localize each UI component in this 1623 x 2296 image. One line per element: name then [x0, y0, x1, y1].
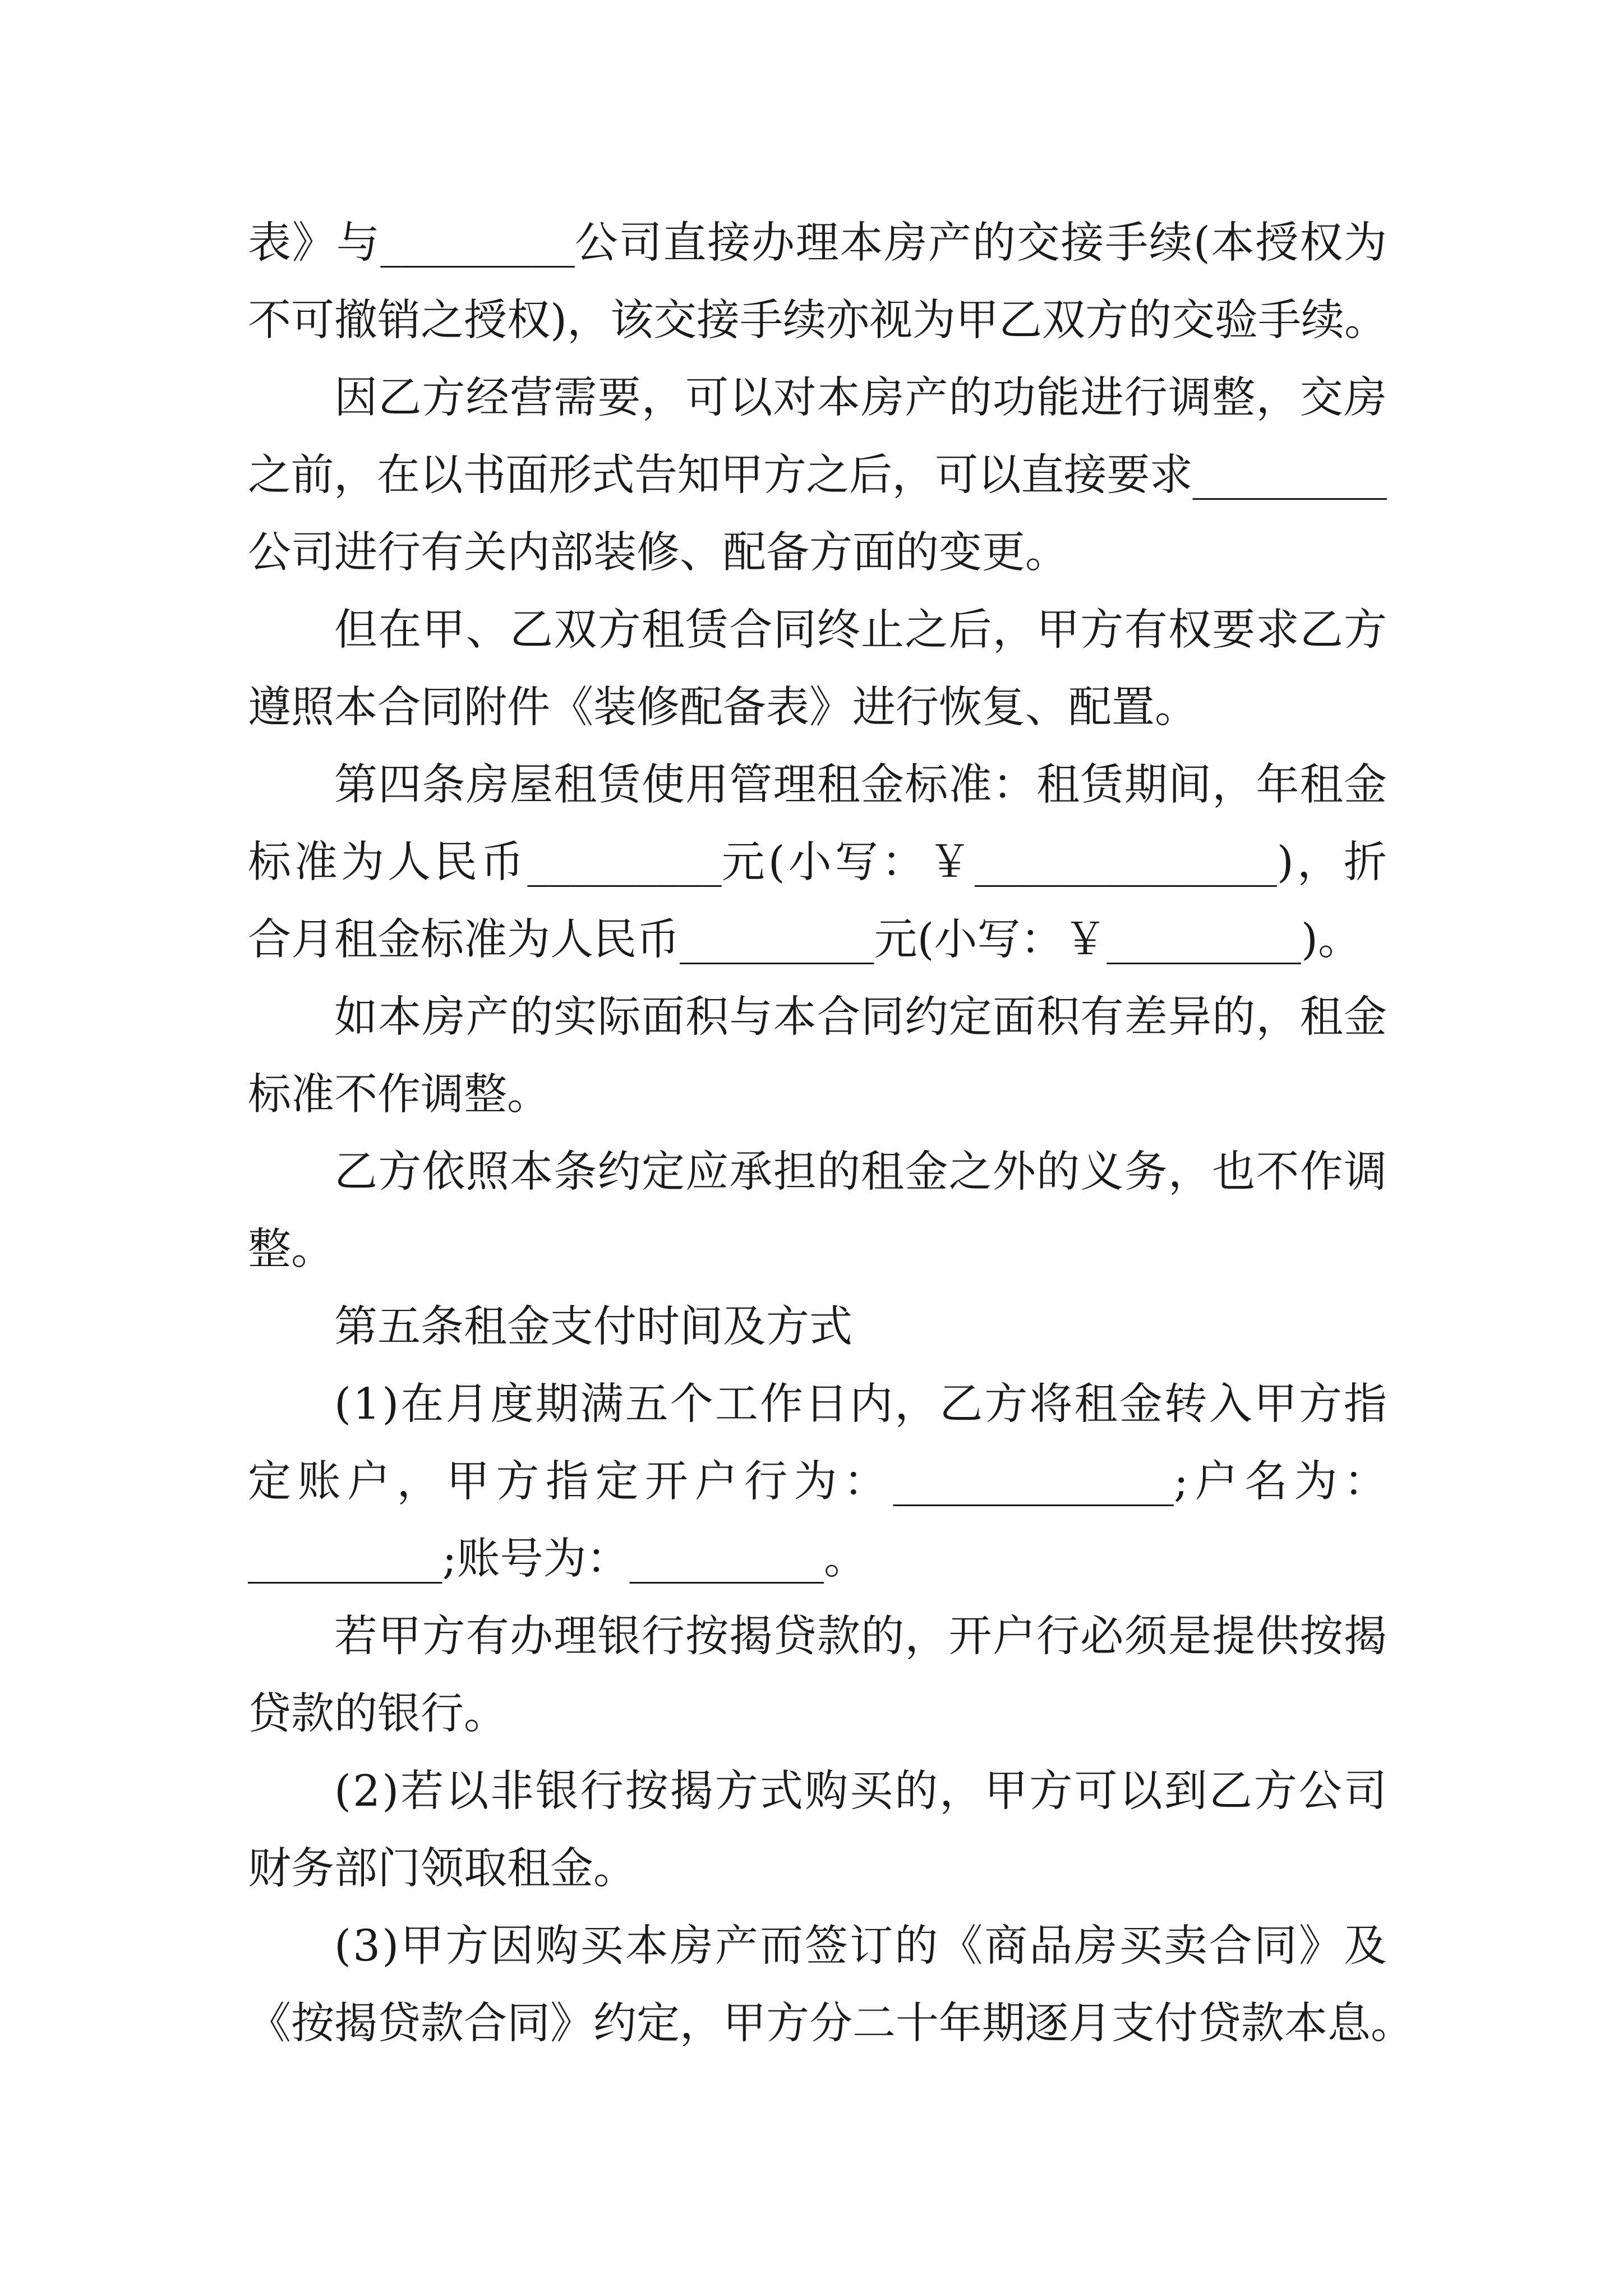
fill-in-blank: _________	[527, 838, 722, 887]
paragraph	[248, 1134, 1387, 1289]
line-text: 表》与_________公司直接办理本房产的交接手续(本授权为	[248, 218, 1388, 268]
line-text: 乙方依照本条约定应承担的租金之外的义务，也不作调	[334, 1147, 1388, 1197]
paragraph	[248, 360, 1387, 592]
fill-in-blank: _________	[248, 1534, 442, 1584]
text-line	[248, 1443, 1394, 1521]
line-text: 整。	[248, 1225, 334, 1274]
section-heading	[248, 1289, 1387, 1366]
fill-in-blank: _____________	[893, 1457, 1174, 1507]
text-line	[248, 1056, 1387, 1134]
text-line	[248, 1830, 1387, 1908]
paragraph	[248, 1289, 1387, 1366]
text-line	[248, 747, 1387, 824]
text-line	[248, 1134, 1387, 1211]
paragraph	[248, 1908, 1414, 2063]
line-text: 因乙方经营需要，可以对本房产的功能进行调整，交房	[334, 373, 1388, 423]
paragraph	[248, 592, 1387, 747]
line-text: 第五条租金支付时间及方式	[334, 1302, 852, 1352]
body-text	[248, 205, 1414, 2063]
text-line	[248, 1985, 1414, 2063]
line-text: 合月租金标准为人民币_________元(小写：￥_________)。	[248, 915, 1362, 965]
line-text: 财务部门领取租金。	[248, 1844, 637, 1894]
text-line	[248, 1676, 1387, 1753]
text-line	[248, 592, 1387, 669]
text-line	[248, 1598, 1387, 1676]
line-text: 贷款的银行。	[248, 1689, 507, 1739]
fill-in-blank: _________	[380, 218, 575, 268]
line-text: 《按揭贷款合同》约定，甲方分二十年期逐月支付贷款本息。	[248, 1999, 1414, 2049]
line-text: 公司进行有关内部装修、配备方面的变更。	[248, 528, 1068, 578]
fill-in-blank: _________	[629, 1534, 824, 1584]
line-text: 标准不作调整。	[248, 1070, 550, 1120]
text-line	[248, 979, 1387, 1056]
line-text: (3)甲方因购买本房产而签订的《商品房买卖合同》及	[334, 1921, 1389, 1971]
text-line	[248, 669, 1387, 747]
paragraph	[248, 1753, 1387, 1908]
text-line	[248, 1211, 1387, 1289]
fill-in-blank: ______________	[974, 838, 1277, 887]
fill-in-blank: _________	[1106, 915, 1302, 965]
text-line	[248, 1753, 1387, 1830]
line-text: 若甲方有办理银行按揭贷款的，开户行必须是提供按揭	[334, 1612, 1388, 1662]
line-text: 第四条房屋租赁使用管理租金标准：租赁期间，年租金	[334, 760, 1388, 810]
paragraph	[248, 205, 1387, 360]
line-text: 但在甲、乙双方租赁合同终止之后，甲方有权要求乙方	[334, 605, 1388, 655]
line-text: _________;账号为：_________。	[248, 1534, 867, 1584]
text-line	[248, 514, 1387, 592]
fill-in-blank: _________	[680, 915, 874, 965]
text-line	[248, 282, 1387, 360]
paragraph	[248, 1366, 1394, 1598]
paragraph	[248, 747, 1391, 979]
paragraph	[248, 979, 1387, 1134]
text-line	[248, 901, 1387, 979]
line-text: 之前，在以书面形式告知甲方之后，可以直接要求_________	[248, 450, 1387, 500]
line-text: 如本房产的实际面积与本合同约定面积有差异的，租金	[334, 992, 1388, 1042]
fill-in-blank: _________	[1192, 450, 1387, 500]
line-text: (2)若以非银行按揭方式购买的，甲方可以到乙方公司	[334, 1766, 1389, 1816]
text-line	[248, 824, 1391, 901]
text-line	[248, 360, 1387, 437]
line-text: (1)在月度期满五个工作日内，乙方将租金转入甲方指	[334, 1379, 1389, 1429]
text-line	[248, 1366, 1387, 1443]
text-line	[248, 1908, 1387, 1985]
paragraph	[248, 1598, 1387, 1753]
text-line	[248, 205, 1387, 282]
line-text: 定账户，甲方指定开户行为：_____________;户名为：	[248, 1457, 1394, 1507]
line-text: 标准为人民币_________元(小写：￥______________)，折	[248, 838, 1391, 887]
text-line	[248, 437, 1387, 514]
line-text: 不可撤销之授权)，该交接手续亦视为甲乙双方的交验手续。	[248, 296, 1388, 346]
line-text: 遵照本合同附件《装修配备表》进行恢复、配置。	[248, 683, 1198, 733]
text-line	[248, 1521, 1387, 1598]
